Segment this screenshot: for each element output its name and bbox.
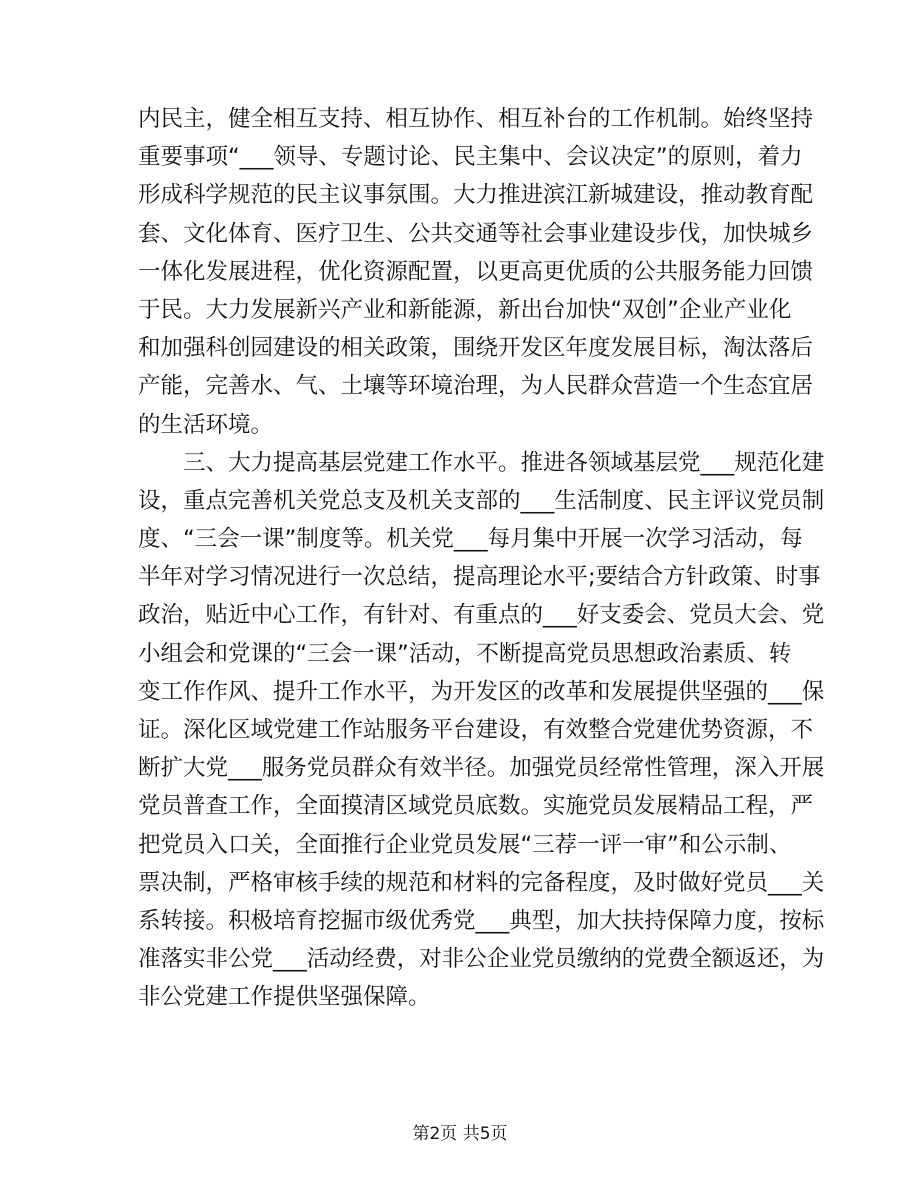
text-line: 一体化发展进程，优化资源配置，以更高更优质的公共服务能力回馈	[138, 258, 814, 285]
text-line: 于民。大力发展新兴产业和新能源，新出台加快“双创”企业产业化	[138, 296, 792, 323]
text-line: 变工作作风、提升工作水平，为开发区的改革和发展提供坚强的___保	[138, 678, 825, 705]
text-line: 产能，完善水、气、土壤等环境治理，为人民群众营造一个生态宜居	[138, 373, 814, 400]
text-line: 准落实非公党___活动经费，对非公企业党员缴纳的党费全额返还，为	[138, 946, 825, 973]
text-line: 系转接。积极培育挖掘市级优秀党___典型，加大扶持保障力度，按标	[138, 907, 825, 934]
text-line: 套、文化体育、医疗卫生、公共交通等社会事业建设步伐，加快城乡	[138, 220, 814, 247]
text-line: 小组会和党课的“三会一课”活动，不断提高党员思想政治素质、转	[138, 640, 792, 667]
text-line: 和加强科创园建设的相关政策，围绕开发区年度发展目标，淘汰落后	[138, 335, 814, 362]
text-line: 证。深化区域党建工作站服务平台建设，有效整合党建优势资源，不	[138, 717, 814, 743]
text-line: 设，重点完善机关党总支及机关支部的___生活制度、民主评议党员制	[138, 487, 825, 514]
text-line: 党员普查工作，全面摸清区域党员底数。实施党员发展精品工程，严	[138, 793, 814, 820]
page-number: 第2页 共5页	[412, 1124, 508, 1144]
text-line: 内民主，健全相互支持、相互协作、相互补台的工作机制。始终坚持	[138, 106, 814, 132]
text-line: 断扩大党___服务党员群众有效半径。加强党员经常性管理，深入开展	[138, 755, 825, 782]
text-line: 票决制，严格审核手续的规范和材料的完备程度，及时做好党员___关	[138, 869, 825, 896]
text-line: 非公党建工作提供坚强保障。	[138, 984, 431, 1011]
text-line: 半年对学习情况进行一次总结，提高理论水平;要结合方针政策、时事	[138, 564, 821, 591]
text-line: 重要事项“___领导、专题讨论、民主集中、会议决定”的原则，着力	[138, 144, 803, 171]
text-line: 度、“三会一课”制度等。机关党___每月集中开展一次学习活动，每	[138, 526, 803, 553]
text-line: 形成科学规范的民主议事氛围。大力推进滨江新城建设，推动教育配	[138, 182, 814, 209]
text-line: 政治，贴近中心工作，有针对、有重点的___好支委会、党员大会、党	[138, 602, 825, 629]
text-line: 三、大力提高基层党建工作水平。推进各领域基层党___规范化建	[138, 449, 825, 476]
body-text	[138, 100, 825, 1017]
text-line: 把党员入口关，全面推行企业党员发展“三荐一评一审”和公示制、	[138, 831, 792, 858]
text-line: 的生活环境。	[138, 411, 274, 438]
